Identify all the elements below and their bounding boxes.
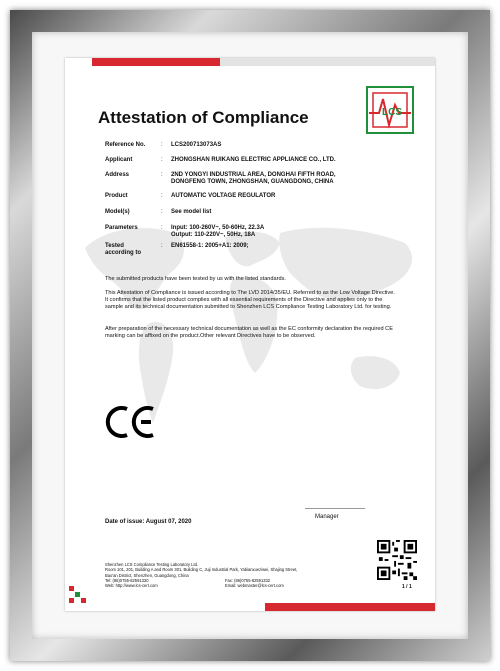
field-value: LCS200713073AS: [171, 142, 222, 148]
qr-code: [377, 540, 417, 580]
ce-mark-logo: [105, 403, 157, 441]
footer-address-line-2: Bao'an District, Shenzhen, Guangdong, China: [105, 572, 189, 578]
top-accent-bar-gray: [220, 58, 435, 66]
signatory-title: Manager: [315, 514, 339, 520]
lcs-logo: [365, 85, 415, 135]
paragraph-tested: The submitted products have been tested by us with the listed standards.: [105, 276, 286, 282]
field-value: Input: 100-260V~, 50-60Hz, 22.3A Output: 110-220V~, 50Hz, 18A: [171, 225, 265, 238]
field-label: Reference No.: [105, 142, 146, 148]
document-title: Attestation of Compliance: [98, 108, 309, 127]
footer-company: Shenzhen LCS Compliance Testing Laboratory Ltd.: [105, 562, 199, 567]
field-label: Tested according to: [105, 243, 142, 256]
field-value: 2ND YONGYI INDUSTRIAL AREA, DONGHAI FIFTH ROAD, DONGFENG TOWN, ZHONGSHAN, GUANGDONG, CHINA: [171, 172, 336, 185]
footer-address-line-1: Room 101, 201, Building A and Room 301, Building C, Juji Industrial Park, Yabianxueziwei, Shajing Street,: [105, 567, 298, 573]
signature-line: [305, 508, 365, 509]
footer-email: Email: webmaster@lcs-cert.com: [225, 583, 284, 589]
bottom-accent-bar: [265, 603, 435, 611]
certificate-paper: Attestation of Compliance LCS Reference No. : LCS200713073AS Applicant : ZHONGSHAN RUIKANG ELECTRIC APPLIANCE CO., LTD. Address : 2ND YONGYI INDUSTRIAL AREA, DONGHAI FIFTH ROAD, DONGFENG TOWN, ZHONGSHAN, GUANGDONG, CHINA Product : AUTOMATIC VOLTAGE REGULATOR Model(s) : See model list Parameters : Input: 100-260V~, 50-60Hz, 22.3A Output: 110-220V~, 50Hz, 18A Tested according to : EN61558-1: 2005+A1: 2009; The submitted products have been tested by us with the listed standards. This Attestation of Compliance is issued according to The LVD 2014/35/EU. Referred to as the Low Voltage Directive. It confirms that the listed product complies with all essential requirements of the Directive and applies only to the sample and its technical documentation submitted to Shenzhen LCS Compliance Testing Laboratory Ltd. for testing. After preparation of the necessary technical documentation as well as the EC conformity declaration the required CE marking can be affixed on the product.Other relevant Directives have to be observed. Date of issue: August 07, 2020 Manager Shenzhen LCS Compliance Testing Laboratory Ltd. Room 101, 201, Building A and Room 301, Building C, Juji Industrial Park, Yabianxueziwei, Shajing Street, Bao'an District, Shenzhen, Guangdong, China Tel: (86)0755-82591330 Fax: (86)0755-82591332 Web: http://www.lcs-cert.com Email: webmaster@lcs-cert.com 1 / 1: [65, 58, 435, 611]
field-value: EN61558-1: 2005+A1: 2009;: [171, 243, 249, 249]
paragraph-lvd-statement: This Attestation of Compliance is issued according to The LVD 2014/35/EU. Referred to as the Low Voltage Directive. It confirms that the listed product complies with all essential requirements of the Directive and applies only to the sample and its technical documentation submitted to Shenzhen LCS Compliance Testing Laboratory Ltd. for testing.: [105, 290, 395, 310]
footer-contact: [105, 562, 345, 588]
footer-web: Web: http://www.lcs-cert.com: [105, 583, 158, 589]
field-value: AUTOMATIC VOLTAGE REGULATOR: [171, 193, 276, 199]
field-label: Applicant: [105, 157, 133, 163]
page-number: 1 / 1: [402, 584, 412, 590]
field-label: Parameters: [105, 225, 138, 231]
field-value: See model list: [171, 209, 212, 215]
top-accent-bar-red: [92, 58, 220, 66]
date-of-issue: Date of issue: August 07, 2020: [105, 519, 192, 525]
field-label: Address: [105, 172, 130, 178]
footer-fax: Fax: (86)0755-82591332: [225, 577, 271, 583]
field-value: ZHONGSHAN RUIKANG ELECTRIC APPLIANCE CO., LTD.: [171, 157, 336, 163]
footer-tel: Tel: (86)0755-82591330: [105, 577, 149, 583]
field-label: Product: [105, 193, 128, 199]
paragraph-ce-marking: After preparation of the necessary technical documentation as well as the EC conformity declaration the required CE marking can be affixed on the product.Other relevant Directives have to be observed.: [105, 326, 393, 339]
field-label: Model(s): [105, 209, 130, 215]
svg-text:LCS: LCS: [382, 107, 402, 118]
